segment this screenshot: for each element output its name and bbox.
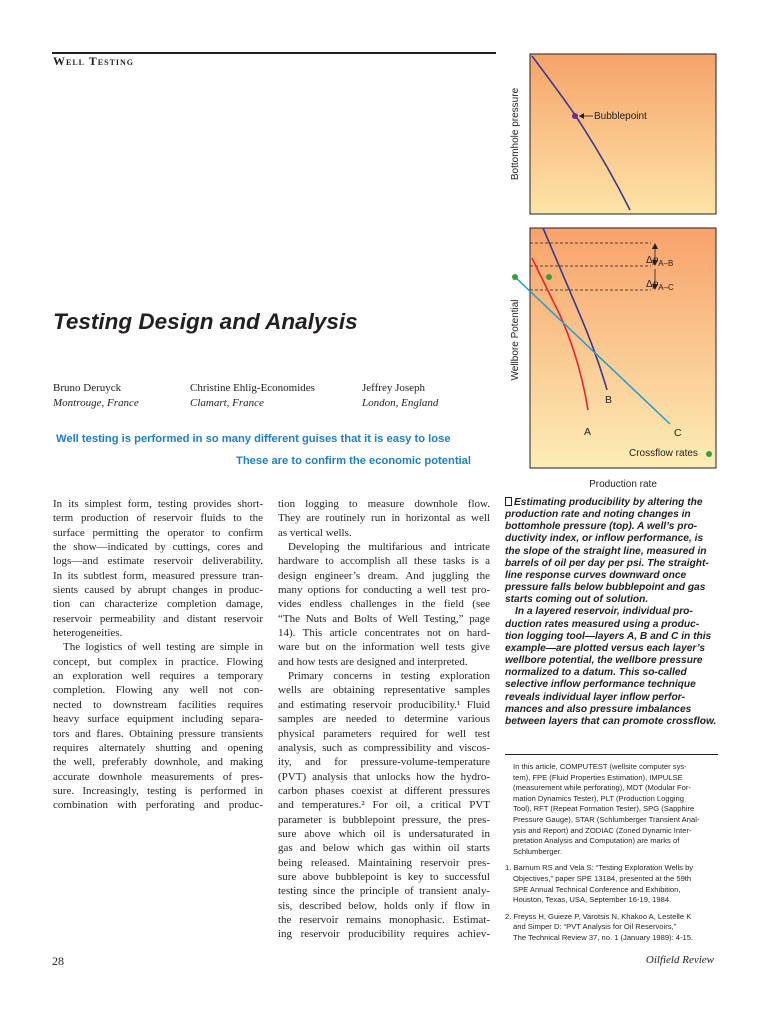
body-line: carbon phases coexist at different pressures [278, 784, 490, 797]
body-line: concept, but complex in practice. Flowing [53, 655, 263, 668]
green-dot-right [706, 451, 712, 457]
caption-line: ductivity index, or inflow performance, is [505, 533, 704, 545]
body-line: hardware to accomplish all these tasks is a [278, 555, 490, 568]
note-line: 2. Freyss H, Guieze P, Varotsis N, Khakoo A, Lestelle K [505, 911, 692, 921]
page-number: 28 [52, 954, 64, 968]
reference-1 [505, 863, 718, 905]
author-name: Christine Ehlig-Economides [190, 382, 315, 394]
body-line: (PVT) analysis that unlocks how the hydro- [278, 770, 490, 783]
body-column-1 [53, 497, 263, 813]
body-line: sure above bubblepoint is key to successful [278, 870, 490, 883]
caption-line: duction rates measured using a produc- [505, 618, 700, 630]
journal-name: Oilfield Review [645, 954, 714, 966]
body-line: parameter is bubblepoint pressure, the pres- [278, 813, 490, 826]
note-line: 1. Barnum RS and Vela S: “Testing Exploration Wells by [505, 863, 694, 873]
caption-line: reveals individual layer inflow perfor- [505, 691, 686, 703]
note-line: Tool), RFT (Repeat Formation Tester), SPG (Sapphire [513, 804, 695, 814]
note-line: Schlumberger. [513, 846, 562, 856]
deck-line-1: Well testing is performed in so many different guises that it is easy to lose [56, 433, 451, 445]
body-column-2 [278, 497, 490, 942]
body-line: Primary concerns in testing exploration [288, 670, 490, 683]
delta-ab-label: $\Delta p_{A-B}$ [646, 255, 674, 268]
body-line: nected to downstream facilities requires [53, 698, 263, 711]
body-line: sis, described below, holds only if flow in [278, 899, 490, 912]
author-name: Bruno Deruyck [53, 382, 122, 394]
note-line: The Technical Review 37, no. 1 (January 1989): 4-15. [513, 932, 694, 942]
note-line: (measurement while perforating), MDT (Modular For- [513, 783, 691, 793]
deck-line-2: These are to confirm the economic potential [236, 455, 471, 467]
author-location: Montrouge, France [53, 396, 139, 409]
body-line: sure. Increasingly, testing is performed in [53, 784, 263, 797]
crossflow-label: Crossflow rates [629, 448, 698, 459]
body-line: and estimating reservoir producibility.¹ Fluid [278, 698, 490, 711]
note-line: In this article, COMPUTEST (wellsite computer sys- [513, 762, 687, 771]
green-dot-left [512, 274, 518, 280]
caption-line: In a layered reservoir, individual pro- [515, 606, 693, 618]
body-line: accurate downhole measurements of pres- [53, 770, 263, 783]
notes-rule [505, 754, 718, 755]
note-line: ysis and Report) and ZODIAC (Zoned Dynamic Inter- [513, 825, 692, 835]
body-line: sients caused by abrupt changes in produc- [53, 584, 263, 597]
trademark-note [505, 762, 718, 857]
curve-a-label: A [584, 426, 592, 438]
body-line: and temperatures.² For oil, a critical PVT [278, 799, 490, 812]
figure [505, 50, 720, 495]
curve-b-label: B [605, 394, 613, 406]
body-line: and how tests are designed and interpreted. [278, 655, 468, 668]
body-line: 14). This article concentrates not on hard- [278, 627, 490, 640]
caption-line: Estimating producibility by altering the [505, 497, 718, 509]
top-chart-frame [530, 54, 716, 214]
body-line: combination with perforating and produc- [53, 799, 263, 812]
body-line: testing since the principle of transient analy- [278, 885, 490, 898]
author-1 [53, 381, 139, 410]
caption-line: example—are plotted versus each layer’s [505, 642, 706, 654]
body-line: Developing the multifarious and intricate [288, 541, 490, 554]
body-line: being released. Maintaining reservoir pres- [278, 856, 490, 869]
body-line: ware but on the information well tests give [278, 641, 490, 654]
caption-line: production rate and noting changes in [505, 509, 691, 521]
caption-line: tion logging tool—layers A, B and C in this [505, 630, 712, 642]
author-name: Jeffrey Joseph [362, 382, 426, 394]
body-line: wells are obtaining representative samples [278, 684, 490, 697]
body-line: completion. Flowing any well not con- [53, 684, 263, 697]
caption-line: the slope of the straight line, measured in [505, 545, 707, 557]
body-line: heavy surface equipment including separa- [53, 713, 263, 726]
body-line: the well, preferably downhole, and making [53, 756, 263, 769]
body-line: as vertical wells. [278, 526, 352, 539]
caption-line: mances and also pressure imbalances [505, 703, 692, 715]
bubblepoint-marker [572, 113, 578, 119]
body-line: the reservoir remains monophasic. Estimat- [278, 913, 490, 926]
note-line: pretation Analysis and Computation) are marks of [513, 836, 680, 846]
body-line: tion logging to measure downhole flow. [278, 498, 490, 510]
body-line: They are routinely run in horizontal as well [278, 512, 490, 525]
body-line: In its simplest form, testing provides short- [53, 498, 263, 510]
body-line: In its subtlest form, measured pressure tran- [53, 569, 263, 582]
section-label: Well Testing [53, 54, 135, 68]
caption-marker-icon [505, 497, 512, 506]
note-line: and Simper D: “PVT Analysis for Oil Reservoirs,” [513, 922, 677, 932]
body-line: the show—indicated by cuttings, cores and [53, 541, 263, 554]
author-2 [190, 381, 315, 410]
note-line: Objectives,” paper SPE 13184, presented at the 59th [513, 873, 692, 883]
caption-line: line response curves downward once [505, 569, 687, 581]
body-line: many options for conducting a well test pro- [278, 584, 490, 597]
bottom-chart-ylabel: Wellbore Potential [510, 299, 521, 381]
caption-line: selective inflow performance technique [505, 679, 696, 691]
body-line: sure above which oil is undersaturated in [278, 827, 490, 840]
curve-c-label: C [674, 427, 682, 439]
author-3 [362, 381, 438, 410]
note-line: tem), FPE (Fluid Properties Estimation), IMPULSE [513, 772, 683, 782]
body-line: tors and flares. Obtaining pressure transients [53, 727, 263, 740]
body-line: ity, and for pressure-volume-temperature [278, 756, 490, 769]
body-line: requires alternately shutting and opening [53, 741, 263, 754]
footnotes [505, 762, 718, 944]
caption-line: wellbore potential, the wellbore pressure [505, 655, 703, 667]
caption-line: normalized to a datum. This so-called [505, 667, 687, 679]
note-line: mation Dynamics Tester), PLT (Production Logging [513, 793, 684, 803]
green-dot-mid [546, 274, 552, 280]
author-location: London, England [362, 396, 439, 409]
note-line: Pressure Gauge), STAR (Schlumberger Transient Anal- [513, 814, 700, 824]
author-location: Clamart, France [190, 396, 264, 409]
caption-line: barrels of oil per day per psi. The straight- [505, 557, 709, 569]
caption-line: bottomhole pressure (top). A well’s pro- [505, 521, 698, 533]
body-line: ing reservoir producibility requires achiev- [278, 928, 490, 941]
body-line: term production of reservoir fluids to the [53, 512, 263, 525]
caption-line: pressure falls below bubblepoint and gas [505, 582, 706, 594]
figure-caption [505, 497, 718, 728]
body-line: surface permitting the operator to confirm [53, 526, 263, 539]
body-line: “The Nuts and Bolts of Well Testing,” page [278, 612, 490, 625]
note-line: Houston, Texas, USA, September 16-19, 1984. [513, 895, 672, 905]
body-line: vides endless challenges in the field (see [278, 598, 490, 611]
caption-line: between layers that can promote crossflow. [505, 715, 717, 727]
note-line: SPE Annual Technical Conference and Exhibition, [513, 884, 681, 894]
body-line: analysis, such as compressibility and viscos- [278, 741, 490, 754]
reference-2 [505, 912, 718, 944]
caption-line: starts coming out of solution. [505, 594, 649, 606]
body-line: logs—and estimate reservoir deliverability. [53, 555, 263, 568]
top-chart-ylabel: Bottomhole pressure [510, 87, 521, 181]
body-line: reservoir permeability and distant reservoir [53, 612, 263, 625]
body-line: tion can characterize completion damage, [53, 598, 263, 611]
body-line: physical parameters required for well test [278, 727, 490, 740]
body-line: The logistics of well testing are simple in [63, 641, 263, 654]
body-line: gas and below which gas within oil starts [278, 842, 490, 855]
body-line: an exploration well requires a temporary [53, 670, 263, 683]
body-line: heterogeneities. [53, 627, 123, 640]
delta-ac-label: $\Delta p_{A-C}$ [646, 279, 674, 292]
bubblepoint-label: Bubblepoint [594, 111, 647, 122]
article-title: Testing Design and Analysis [53, 309, 358, 334]
body-line: samples are needed to determine various [278, 713, 490, 726]
figure-svg [505, 50, 720, 495]
body-line: design engineer’s dream. And juggling the [278, 569, 490, 582]
bottom-chart-xlabel: Production rate [589, 479, 657, 490]
